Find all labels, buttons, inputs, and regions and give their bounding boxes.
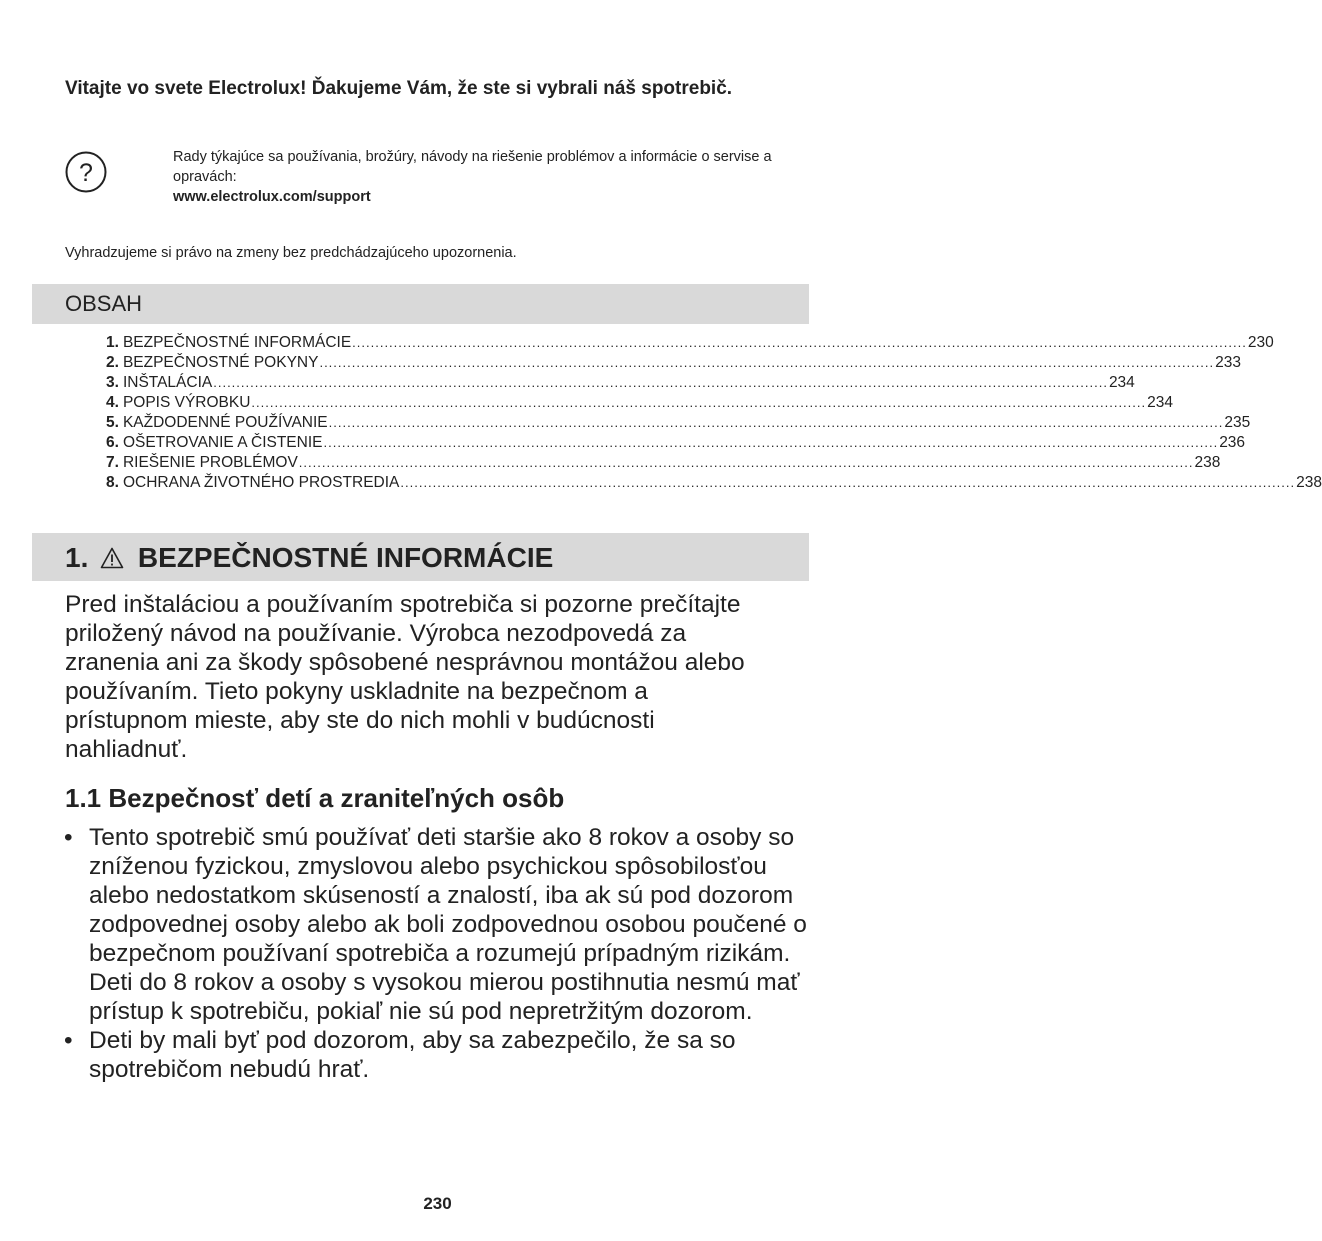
toc-item-page: 234: [1108, 374, 1135, 391]
toc-item-number: 1.: [106, 334, 119, 351]
toc-item-label: RIEŠENIE PROBLÉMOV: [122, 454, 298, 471]
svg-text:?: ?: [79, 159, 93, 187]
support-description: Rady týkajúce sa používania, brožúry, návody na riešenie problémov a informácie o servise a opravách:: [173, 149, 772, 185]
list-item-text: Deti by mali byť pod dozorom, aby sa zabezpečilo, že sa so spotrebičom nebudú hrať.: [89, 1027, 736, 1083]
toc-leader-dots: ..................................................................................................................................................................................................: [323, 435, 1219, 450]
toc-item[interactable]: [106, 453, 1221, 473]
bullet-mark: •: [64, 1027, 73, 1054]
toc-header-band: [32, 284, 809, 324]
support-info: [173, 147, 813, 207]
toc-leader-dots: ..................................................................................................................................................................................................: [298, 455, 1194, 470]
list-item-text: Tento spotrebič smú používať deti staršie ako 8 rokov a osoby so zníženou fyzickou, zmyslovou alebo psychickou spôsobilosťou alebo nedostatkom skúseností a znalostí, iba ak sú pod dozorom zodpovednej osoby alebo ak boli zodpovednou osobou poučené o bezpečnom používaní spotrebiča a rozumejú prípadným rizikám. Deti do 8 rokov a osoby s vysokou mierou postihnutia nesmú mať prístup k spotrebiču, pokiaľ nie sú pod nepretržitým dozorom.: [89, 824, 807, 1025]
toc-item[interactable]: [106, 333, 1274, 353]
toc-item-page: 236: [1219, 434, 1246, 451]
toc-item-page: 230: [1247, 334, 1274, 351]
welcome-heading: Vitajte vo svete Electrolux! Ďakujeme Vám, že ste si vybrali náš spotrebič.: [65, 78, 733, 99]
section-title: [65, 541, 553, 577]
section-number: 1.: [65, 542, 89, 573]
warning-triangle-icon: [100, 543, 124, 577]
toc-item-number: 8.: [106, 474, 119, 491]
section-header-band: [32, 533, 809, 581]
toc-item[interactable]: [106, 393, 1173, 413]
toc-leader-dots: ..................................................................................................................................................................................................: [400, 475, 1296, 490]
safety-intro-paragraph: Pred inštaláciou a používaním spotrebiča si pozorne prečítajte priložený návod na používanie. Výrobca nezodpovedá za zranenia ani za škody spôsobené nesprávnou montážou alebo používaním. Tieto pokyny uskladnite na bezpečnom a prístupnom mieste, aby ste do nich mohli v budúcnosti nahliadnuť.: [65, 591, 745, 763]
toc-item-number: 6.: [106, 434, 119, 451]
toc-item-label: OŠETROVANIE A ČISTENIE: [122, 434, 323, 451]
toc-item-label: OCHRANA ŽIVOTNÉHO PROSTREDIA: [122, 474, 400, 491]
toc-item-page: 233: [1215, 354, 1242, 371]
toc-item[interactable]: [106, 473, 1322, 493]
toc-item-label: INŠTALÁCIA: [122, 374, 213, 391]
safety-bullet-list: [62, 823, 822, 1084]
subsection-title: 1.1 Bezpečnosť detí a zraniteľných osôb: [65, 783, 565, 813]
bullet-mark: •: [64, 824, 73, 851]
toc-leader-dots: ..................................................................................................................................................................................................: [319, 355, 1215, 370]
toc-item-label: POPIS VÝROBKU: [122, 394, 251, 411]
toc-item-label: BEZPEČNOSTNÉ POKYNY: [122, 354, 319, 371]
toc-item[interactable]: [106, 413, 1251, 433]
toc-item-number: 7.: [106, 454, 119, 471]
toc-leader-dots: ..................................................................................................................................................................................................: [328, 415, 1224, 430]
question-circle-icon: [65, 151, 107, 193]
section-title-text: BEZPEČNOSTNÉ INFORMÁCIE: [137, 542, 554, 573]
toc-item[interactable]: [106, 433, 1246, 453]
toc-item-label: BEZPEČNOSTNÉ INFORMÁCIE: [122, 334, 352, 351]
toc-item-label: KAŽDODENNÉ POUŽÍVANIE: [122, 414, 328, 431]
toc-item-number: 2.: [106, 354, 119, 371]
toc-title: OBSAH: [65, 291, 143, 316]
toc-item-page: 235: [1224, 414, 1251, 431]
list-item: [62, 1026, 822, 1084]
change-reservation-notice: Vyhradzujeme si právo na zmeny bez predchádzajúceho upozornenia.: [65, 245, 517, 261]
toc-item-number: 4.: [106, 394, 119, 411]
list-item: [62, 823, 822, 1026]
toc-item-number: 3.: [106, 374, 119, 391]
toc-item-page: 238: [1194, 454, 1221, 471]
toc-item-page: 234: [1147, 394, 1173, 411]
toc-leader-dots: ..................................................................................................................................................................................................: [213, 375, 1108, 390]
page-number: 230: [423, 1194, 452, 1213]
toc-item-page: 238: [1296, 474, 1322, 491]
table-of-contents: [106, 333, 1322, 493]
toc-leader-dots: ..................................................................................................................................................................................................: [251, 395, 1147, 410]
toc-item[interactable]: [106, 353, 1242, 373]
support-link[interactable]: www.electrolux.com/support: [173, 189, 371, 205]
toc-leader-dots: ..................................................................................................................................................................................................: [352, 335, 1247, 350]
toc-item[interactable]: [106, 373, 1135, 393]
toc-item-number: 5.: [106, 414, 119, 431]
